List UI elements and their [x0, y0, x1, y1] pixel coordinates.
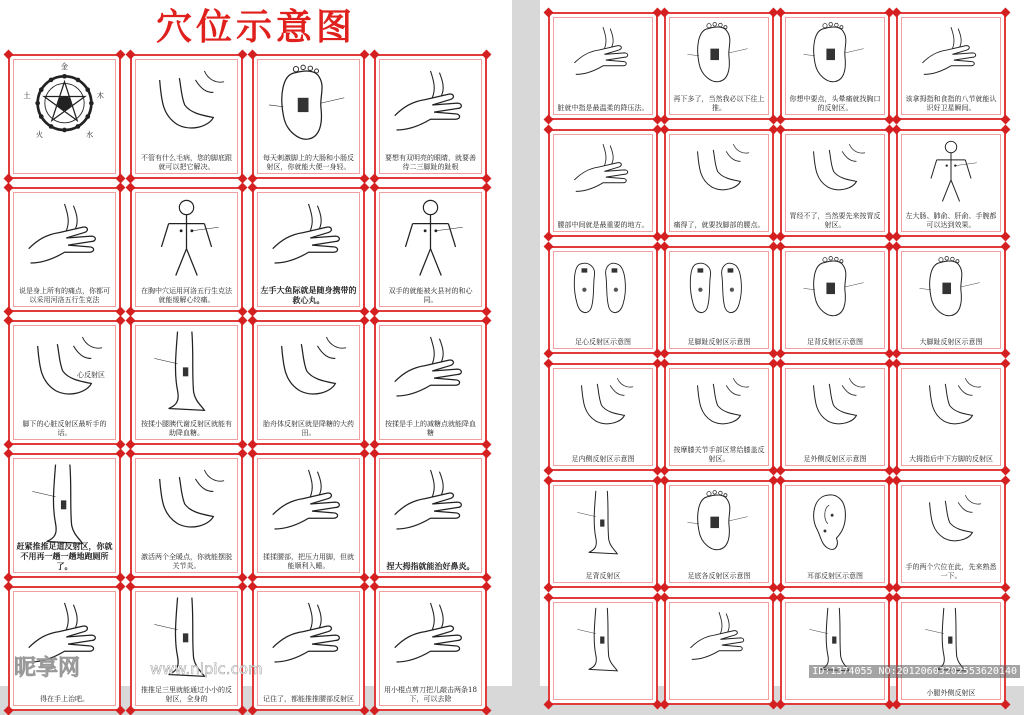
leg-drawing — [556, 605, 650, 673]
hand-drawing — [382, 62, 479, 147]
frame-corner-ornament — [370, 50, 380, 60]
frame-corner-ornament — [892, 242, 902, 252]
frame-corner-ornament — [544, 466, 554, 476]
acupoint-card — [896, 363, 1006, 471]
wheel-label: 金 — [60, 62, 69, 72]
frame-corner-ornament — [776, 242, 786, 252]
acupoint-card — [374, 187, 487, 312]
acupoint-illustration — [556, 20, 650, 88]
card-caption: 足底各反射区示意图 — [687, 572, 751, 580]
acupoint-illustration — [904, 371, 998, 439]
frame-corner-ornament — [892, 232, 902, 242]
frame-corner-ornament — [660, 700, 670, 710]
acupoint-illustration — [788, 371, 882, 439]
frame-corner-ornament — [776, 232, 786, 242]
frame-corner-ornament — [776, 593, 786, 603]
hand-drawing — [16, 195, 113, 280]
foot-drawing — [138, 461, 235, 546]
card-caption: 按摩膝关节手部区常给膝盖反射区。 — [673, 446, 765, 463]
card-caption: 说是身上所有的痛点，你都可以采用河洛五行生克法 — [19, 287, 110, 304]
frame-corner-ornament — [776, 359, 786, 369]
frame-corner-ornament — [482, 316, 492, 326]
soles-drawing — [556, 254, 650, 322]
frame-corner-ornament — [660, 476, 670, 486]
acupoint-card — [8, 586, 121, 711]
frame-corner-ornament — [660, 8, 670, 18]
frame-corner-ornament — [776, 115, 786, 125]
frame-corner-ornament — [892, 583, 902, 593]
acupoint-card — [664, 480, 774, 588]
acupoint-card — [252, 320, 365, 445]
foot-drawing — [672, 371, 766, 439]
sole-drawing — [788, 254, 882, 322]
sole-drawing — [788, 20, 882, 88]
acupoint-illustration — [556, 605, 650, 673]
frame-corner-ornament — [4, 449, 14, 459]
acupoint-illustration — [16, 195, 113, 280]
frame-corner-ornament — [544, 583, 554, 593]
acupoint-illustration — [788, 137, 882, 205]
acupoint-card — [130, 453, 243, 578]
frame-corner-ornament — [116, 316, 126, 326]
foot-drawing — [788, 371, 882, 439]
frame-corner-ornament — [892, 359, 902, 369]
left-card-grid — [8, 54, 487, 711]
acupoint-illustration — [382, 195, 479, 280]
frame-corner-ornament — [248, 183, 258, 193]
acupoint-card — [252, 54, 365, 179]
card-caption: 你想中要点，头晕痛就找胸口的反射区。 — [789, 95, 881, 112]
frame-corner-ornament — [360, 449, 370, 459]
acupoint-card — [664, 129, 774, 237]
frame-corner-ornament — [660, 232, 670, 242]
soles-drawing — [672, 254, 766, 322]
frame-corner-ornament — [544, 359, 554, 369]
acupoint-illustration — [904, 20, 998, 88]
acupoint-card — [130, 187, 243, 312]
right-card-grid — [548, 12, 1006, 705]
acupoint-card — [780, 246, 890, 354]
card-caption: 激活两个全暖点，你就能摆脱关节炎。 — [141, 553, 232, 570]
acupoint-illustration — [788, 254, 882, 322]
card-caption: 足脚趾反射区示意图 — [687, 338, 751, 346]
frame-corner-ornament — [238, 582, 248, 592]
frame-corner-ornament — [360, 50, 370, 60]
foot-drawing — [672, 137, 766, 205]
frame-corner-ornament — [482, 449, 492, 459]
acupoint-card — [548, 480, 658, 588]
frame-corner-ornament — [776, 125, 786, 135]
acupoint-card — [374, 54, 487, 179]
acupoint-illustration — [556, 371, 650, 439]
frame-corner-ornament — [360, 316, 370, 326]
frame-corner-ornament — [544, 242, 554, 252]
acupoint-card — [548, 597, 658, 705]
frame-corner-ornament — [1001, 593, 1011, 603]
frame-corner-ornament — [544, 8, 554, 18]
acupoint-illustration — [382, 328, 479, 413]
card-caption: 小腿外侧反射区 — [926, 689, 976, 697]
frame-corner-ornament — [1001, 242, 1011, 252]
acupoint-card — [374, 320, 487, 445]
acupoint-illustration — [556, 137, 650, 205]
card-caption: 足心反射区示意图 — [575, 338, 631, 346]
frame-corner-ornament — [370, 316, 380, 326]
frame-corner-ornament — [892, 466, 902, 476]
hand-drawing — [672, 605, 766, 673]
hand-drawing — [260, 461, 357, 546]
frame-corner-ornament — [776, 583, 786, 593]
card-caption: 痛得了，就要找脚部的腰点。 — [673, 221, 765, 229]
body-drawing — [904, 137, 998, 205]
card-caption: 再下多了，当然我必以下往上推。 — [673, 95, 765, 112]
acupoint-card — [252, 586, 365, 711]
acupoint-card — [780, 129, 890, 237]
frame-corner-ornament — [360, 183, 370, 193]
frame-corner-ornament — [544, 232, 554, 242]
card-caption: 赶紧推推足道反射区，你就不用再一趟一趟地跑厕所了。 — [16, 541, 113, 571]
acupoint-illustration — [138, 62, 235, 147]
leg-drawing — [904, 605, 998, 673]
card-caption: 揉揉腰部，把压力用脚，但就能顺利入睡。 — [263, 553, 354, 570]
leg-drawing — [16, 461, 113, 546]
frame-corner-ornament — [660, 466, 670, 476]
acupoint-illustration — [138, 328, 235, 413]
card-caption: 大拇指后中下方脚的反射区 — [909, 455, 993, 463]
card-caption: 记住了，都能推推腰部反射区 — [263, 695, 354, 703]
frame-corner-ornament — [544, 700, 554, 710]
acupoint-illustration — [904, 488, 998, 556]
frame-corner-ornament — [238, 50, 248, 60]
frame-corner-ornament — [248, 316, 258, 326]
hand-drawing — [556, 20, 650, 88]
acupoint-illustration — [556, 488, 650, 556]
frame-corner-ornament — [892, 593, 902, 603]
leg-drawing — [138, 328, 235, 413]
frame-corner-ornament — [360, 582, 370, 592]
acupoint-card — [780, 480, 890, 588]
frame-corner-ornament — [126, 582, 136, 592]
frame-corner-ornament — [1001, 8, 1011, 18]
foot-drawing — [260, 328, 357, 413]
frame-corner-ornament — [1001, 232, 1011, 242]
frame-corner-ornament — [1001, 349, 1011, 359]
frame-corner-ornament — [892, 349, 902, 359]
acupoint-card — [664, 363, 774, 471]
card-caption: 足背反射区 — [585, 572, 621, 580]
card-caption: 脏就中指是最温柔的降压法。 — [557, 104, 649, 112]
card-caption: 按揉小腿胰代谢反射区就能有助降血糖。 — [141, 420, 232, 437]
acupoint-card — [548, 12, 658, 120]
frame-corner-ornament — [482, 706, 492, 715]
frame-corner-ornament — [660, 593, 670, 603]
sole-drawing — [260, 62, 357, 147]
watermark-url: www.nipic.com — [150, 660, 263, 678]
acupoint-illustration — [138, 461, 235, 546]
foot-drawing — [904, 371, 998, 439]
frame-corner-ornament — [544, 125, 554, 135]
frame-corner-ornament — [370, 449, 380, 459]
frame-corner-ornament — [238, 449, 248, 459]
acupoint-card — [252, 187, 365, 312]
frame-corner-ornament — [126, 183, 136, 193]
acupoint-illustration — [260, 62, 357, 147]
acupoint-card — [664, 12, 774, 120]
acupoint-illustration — [556, 254, 650, 322]
acupoint-illustration — [788, 488, 882, 556]
card-caption: 足背反射区示意图 — [807, 338, 863, 346]
body-drawing — [382, 195, 479, 280]
frame-corner-ornament — [1001, 700, 1011, 710]
frame-corner-ornament — [360, 706, 370, 715]
frame-corner-ornament — [660, 349, 670, 359]
card-caption: 胃经不了，当然要先来按胃反射区。 — [789, 212, 881, 229]
frame-corner-ornament — [4, 183, 14, 193]
frame-corner-ornament — [660, 359, 670, 369]
acupoint-card — [130, 54, 243, 179]
wheel-drawing — [16, 62, 113, 147]
leg-drawing — [556, 488, 650, 556]
card-caption: 胎舟体反射区就是降糖的大药田。 — [263, 420, 354, 437]
frame-corner-ornament — [238, 706, 248, 715]
card-caption: 耳部反射区示意图 — [807, 572, 863, 580]
page-title: 穴位示意图 — [155, 6, 356, 48]
frame-corner-ornament — [776, 466, 786, 476]
hand-drawing — [904, 20, 998, 88]
wheel-label: 土 — [23, 90, 31, 100]
acupoint-illustration — [382, 62, 479, 147]
acupoint-card — [780, 12, 890, 120]
hand-drawing — [382, 461, 479, 546]
acupoint-illustration — [904, 254, 998, 322]
acupoint-illustration — [672, 20, 766, 88]
card-caption: 在胸中穴运用河洛五行生克法就能缓解心绞痛。 — [141, 287, 232, 304]
frame-corner-ornament — [482, 50, 492, 60]
acupoint-card — [896, 12, 1006, 120]
frame-corner-ornament — [370, 183, 380, 193]
acupoint-card — [374, 586, 487, 711]
acupoint-illustration — [260, 461, 357, 546]
frame-corner-ornament — [660, 583, 670, 593]
leg-drawing — [788, 605, 882, 673]
card-caption: 用小棍点剪刀把儿敲击两条18下，可以去除 — [384, 686, 477, 703]
card-caption: 双手的就能被火县衬的和心同。 — [388, 287, 473, 304]
acupoint-illustration — [260, 195, 357, 280]
frame-corner-ornament — [1001, 115, 1011, 125]
acupoint-illustration — [788, 605, 882, 673]
acupoint-card — [896, 246, 1006, 354]
hand-drawing — [382, 328, 479, 413]
foot-drawing — [556, 371, 650, 439]
card-caption: 每天刺激脚上的大肠和小肠反射区，你就能大便一身轻。 — [263, 154, 354, 171]
card-caption: 捏大拇指就能治好鼻炎。 — [386, 561, 475, 571]
acupoint-illustration — [16, 461, 113, 546]
acupoint-illustration — [672, 488, 766, 556]
frame-corner-ornament — [126, 706, 136, 715]
frame-corner-ornament — [776, 476, 786, 486]
card-caption: 足外侧反射区示意图 — [803, 455, 867, 463]
frame-corner-ornament — [4, 582, 14, 592]
frame-corner-ornament — [544, 349, 554, 359]
frame-corner-ornament — [544, 593, 554, 603]
frame-corner-ornament — [248, 706, 258, 715]
frame-corner-ornament — [660, 125, 670, 135]
acupoint-card — [374, 453, 487, 578]
card-caption: 腰部中间就是最重要的地方。 — [557, 221, 649, 229]
acupoint-card — [8, 320, 121, 445]
frame-corner-ornament — [1001, 476, 1011, 486]
frame-corner-ornament — [482, 183, 492, 193]
card-caption: 该拿拇指和食指的八节就能认识好卫星瞬间。 — [905, 95, 997, 112]
card-caption: 不管有什么毛病，您的脚底跟就可以把它解决。 — [141, 154, 232, 171]
acupoint-card — [780, 597, 890, 705]
card-caption: 左手大鱼际就是随身携带的救心丸。 — [260, 285, 357, 305]
frame-corner-ornament — [126, 449, 136, 459]
hand-drawing — [382, 594, 479, 679]
wheel-label: 火 — [35, 130, 44, 140]
frame-corner-ornament — [370, 582, 380, 592]
acupoint-illustration — [672, 371, 766, 439]
frame-corner-ornament — [238, 316, 248, 326]
frame-corner-ornament — [544, 115, 554, 125]
frame-corner-ornament — [116, 183, 126, 193]
frame-corner-ornament — [892, 115, 902, 125]
hand-drawing — [556, 137, 650, 205]
card-caption: 足内侧反射区示意图 — [571, 455, 635, 463]
frame-corner-ornament — [370, 706, 380, 715]
watermark-logo: 昵享网 — [14, 656, 81, 681]
frame-corner-ornament — [660, 115, 670, 125]
hand-drawing — [260, 594, 357, 679]
card-caption: 得在手上治吧。 — [40, 695, 89, 703]
frame-corner-ornament — [892, 125, 902, 135]
acupoint-card — [8, 54, 121, 179]
acupoint-card — [548, 246, 658, 354]
ear-drawing — [788, 488, 882, 556]
frame-corner-ornament — [1001, 125, 1011, 135]
frame-corner-ornament — [1001, 359, 1011, 369]
foot-drawing — [138, 62, 235, 147]
frame-corner-ornament — [238, 183, 248, 193]
acupoint-illustration — [672, 605, 766, 673]
acupoint-card — [130, 586, 243, 711]
acupoint-illustration — [382, 594, 479, 679]
image-id-stamp: ID:1374055 NO:20120603202553620140 — [809, 665, 1020, 678]
card-caption: 左大肠、肺俞、肝俞、手腕都可以达到效果。 — [905, 212, 997, 229]
acupoint-card — [8, 453, 121, 578]
acupoint-illustration — [16, 62, 113, 147]
frame-corner-ornament — [116, 449, 126, 459]
acupoint-card — [896, 129, 1006, 237]
acupoint-card — [664, 597, 774, 705]
sole-drawing — [672, 20, 766, 88]
frame-corner-ornament — [4, 316, 14, 326]
acupoint-card — [252, 453, 365, 578]
frame-corner-ornament — [248, 50, 258, 60]
acupoint-card — [130, 320, 243, 445]
card-caption: 推推足三里就能通过小小的反射区，全身的 — [141, 686, 232, 703]
acupoint-card — [780, 363, 890, 471]
acupoint-card — [8, 187, 121, 312]
frame-corner-ornament — [776, 700, 786, 710]
frame-corner-ornament — [892, 700, 902, 710]
card-caption: 按揉是手上的减糖点就能降血糖 — [385, 420, 476, 437]
acupoint-illustration — [788, 20, 882, 88]
frame-corner-ornament — [1001, 466, 1011, 476]
frame-corner-ornament — [116, 706, 126, 715]
frame-corner-ornament — [482, 582, 492, 592]
foot-drawing — [788, 137, 882, 205]
frame-corner-ornament — [248, 582, 258, 592]
frame-corner-ornament — [116, 582, 126, 592]
left-chart-sheet — [0, 0, 512, 703]
acupoint-card — [548, 129, 658, 237]
acupoint-illustration — [672, 254, 766, 322]
wheel-label: 水 — [85, 130, 94, 140]
reflex-zone-label: 心反射区 — [77, 371, 105, 379]
frame-corner-ornament — [126, 316, 136, 326]
body-drawing — [138, 195, 235, 280]
frame-corner-ornament — [248, 449, 258, 459]
frame-corner-ornament — [4, 50, 14, 60]
frame-corner-ornament — [776, 8, 786, 18]
acupoint-illustration — [260, 328, 357, 413]
sole-drawing — [672, 488, 766, 556]
acupoint-card — [896, 480, 1006, 588]
card-caption: 要想有双明亮的眼睛，就要善待二三脚趾的趾根 — [385, 154, 476, 171]
acupoint-illustration — [260, 594, 357, 679]
frame-corner-ornament — [892, 8, 902, 18]
acupoint-illustration — [904, 605, 998, 673]
acupoint-illustration — [138, 195, 235, 280]
frame-corner-ornament — [126, 50, 136, 60]
frame-corner-ornament — [660, 242, 670, 252]
wheel-label: 木 — [96, 90, 104, 100]
frame-corner-ornament — [116, 50, 126, 60]
acupoint-card — [664, 246, 774, 354]
acupoint-illustration — [382, 461, 479, 546]
sole-drawing — [904, 254, 998, 322]
right-chart-sheet — [540, 0, 1024, 697]
frame-corner-ornament — [776, 349, 786, 359]
frame-corner-ornament — [1001, 583, 1011, 593]
card-caption: 大脚趾反射区示意图 — [919, 338, 983, 346]
card-caption: 脚下的心脏反射区最听手的话。 — [22, 420, 107, 437]
foot-drawing — [904, 488, 998, 556]
card-caption: 手的两个穴位在此，先来熟悉一下。 — [905, 563, 997, 580]
acupoint-card — [896, 597, 1006, 705]
frame-corner-ornament — [544, 476, 554, 486]
acupoint-card — [548, 363, 658, 471]
acupoint-illustration — [672, 137, 766, 205]
frame-corner-ornament — [4, 706, 14, 715]
hand-drawing — [260, 195, 357, 280]
frame-corner-ornament — [892, 476, 902, 486]
acupoint-illustration — [904, 137, 998, 205]
